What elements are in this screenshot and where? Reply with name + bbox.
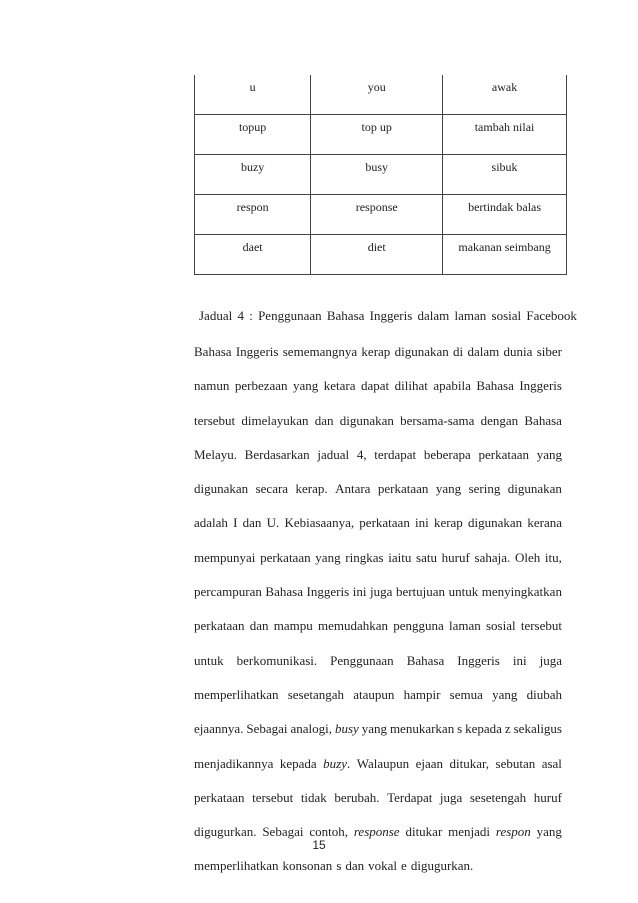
- paragraph-line: perkataan dan mampu memudahkan pengguna laman sosial tersebut: [194, 618, 562, 634]
- table-cell: tambah nilai: [443, 115, 567, 155]
- table-row: [195, 75, 567, 115]
- paragraph-line: memperlihatkan sesetangah ataupun hampir semua yang diubah: [194, 686, 562, 702]
- paragraph-line: memperlihatkan konsonan s dan vokal e digugurkan.: [194, 858, 474, 874]
- table-cell: sibuk: [443, 155, 567, 195]
- paragraph-line: Bahasa Inggeris sememangnya kerap digunakan di dalam dunia siber: [194, 344, 562, 359]
- paragraph-line: digunakan secara kerap. Antara perkataan yang sering digunakan: [194, 481, 562, 497]
- body-paragraph: [194, 343, 562, 892]
- table-cell: top up: [311, 115, 443, 155]
- table-row: [195, 155, 567, 195]
- paragraph-line: tersebut dimelayukan dan digunakan bersama-sama dengan Bahasa: [194, 412, 562, 428]
- paragraph-line: untuk berkomunikasi. Penggunaan Bahasa Inggeris ini juga: [194, 652, 562, 668]
- paragraph-line: digugurkan. Sebagai contoh, response ditukar menjadi respon yang: [194, 824, 562, 840]
- table-cell: daet: [195, 235, 311, 275]
- table-cell: makanan seimbang: [443, 235, 567, 275]
- table-row: [195, 195, 567, 235]
- table-cell: you: [311, 75, 443, 115]
- table-cell: u: [195, 75, 311, 115]
- paragraph-line: adalah I dan U. Kebiasaanya, perkataan ini kerap digunakan kerana: [194, 515, 562, 531]
- table-caption: Jadual 4 : Penggunaan Bahasa Inggeris dalam laman sosial Facebook: [199, 308, 577, 323]
- paragraph-line: ejaannya. Sebagai analogi, busy yang menukarkan s kepada z sekaligus: [194, 721, 562, 737]
- paragraph-line: mempunyai perkataan yang ringkas iaitu satu huruf sahaja. Oleh itu,: [194, 549, 562, 565]
- page-number: 15: [312, 838, 326, 852]
- word-table: [194, 75, 567, 275]
- table-cell: bertindak balas: [443, 195, 567, 235]
- table-row: [195, 235, 567, 275]
- paragraph-line: percampuran Bahasa Inggeris ini juga bertujuan untuk menyingkatkan: [194, 584, 562, 600]
- table-cell: topup: [195, 115, 311, 155]
- table-cell: buzy: [195, 155, 311, 195]
- table-cell: diet: [311, 235, 443, 275]
- paragraph-line: menjadikannya kepada buzy. Walaupun ejaan ditukar, sebutan asal: [194, 755, 562, 771]
- table-cell: response: [311, 195, 443, 235]
- table-row: [195, 115, 567, 155]
- paragraph-line: Melayu. Berdasarkan jadual 4, terdapat beberapa perkataan yang: [194, 446, 562, 462]
- paragraph-line: perkataan tersebut tidak berubah. Terdapat juga sesetengah huruf: [194, 789, 562, 805]
- table-cell: respon: [195, 195, 311, 235]
- paragraph-line: namun perbezaan yang ketara dapat dilihat apabila Bahasa Inggeris: [194, 378, 562, 394]
- table-cell: busy: [311, 155, 443, 195]
- table-cell: awak: [443, 75, 567, 115]
